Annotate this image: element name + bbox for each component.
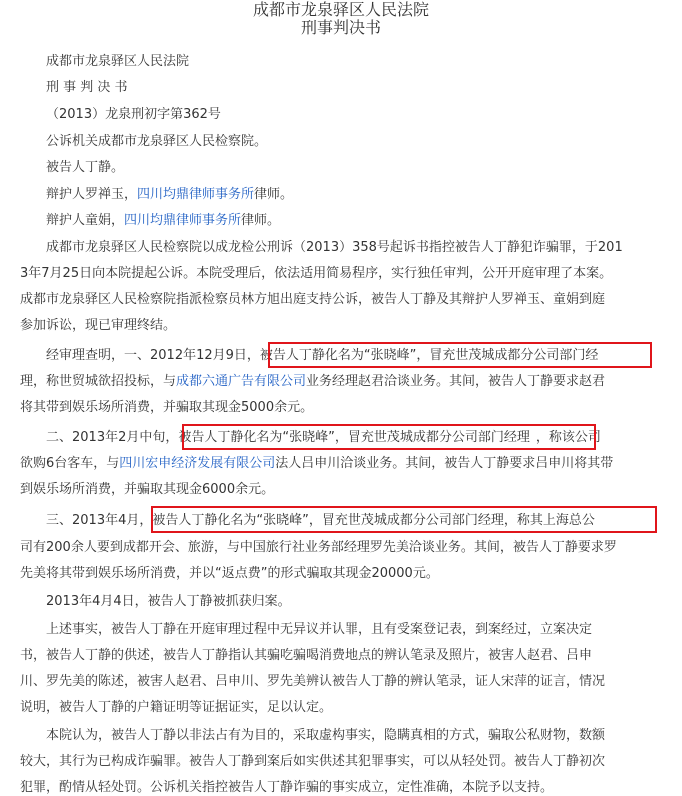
paragraph-2-line-2-end: 业务经理赵君洽谈业务。其间，被告人丁静要求赵君 (306, 374, 606, 389)
defender-2-name: 辩护人童娟， (46, 213, 125, 228)
paragraph-3-line-3: 到娱乐场所消费，并骗取其现金6000余元。 (20, 482, 275, 497)
paragraph-6-line-4: 说明，被告人丁静的户籍证明等证据证实，足以认定。 (20, 700, 333, 715)
prosecutor-line: 公诉机关成都市龙泉驿区人民检察院。 (46, 134, 268, 149)
defendant-line: 被告人丁静。 (46, 160, 125, 175)
paragraph-4-line-1 (46, 513, 595, 529)
header-court-title: 成都市龙泉驿区人民法院 (252, 0, 429, 19)
highlighted-text-3: 被告人丁静化名为“张晓峰”，冒充世茂城成都分公司部门经理，称其上海总公 (152, 513, 595, 528)
header-doc-type: 刑事判决书 (300, 18, 381, 37)
paragraph-3-date: 二、2013年2月中旬， (46, 430, 179, 445)
paragraph-1-line-1: 成都市龙泉驿区人民检察院以成龙检公刑诉（2013）358号起诉书指控被告人丁静犯诈骗罪，于201 (46, 240, 623, 255)
paragraph-2-date: 经审理查明，一、2012年12月9日， (46, 348, 260, 363)
paragraph-6-line-3: 川、罗先美的陈述，被害人赵君、吕申川、罗先美辨认被告人丁静的辨认笔录，证人宋萍的证言，情况 (20, 674, 606, 689)
company-link-liutong[interactable]: 成都六通广告有限公司 (176, 374, 307, 389)
paragraph-3-line-2-end: 法人吕申川洽谈业务。其间，被告人丁静要求吕申川将其带 (275, 456, 614, 471)
paragraph-1-line-4: 参加诉讼，现已审理终结。 (20, 318, 177, 333)
law-firm-link-1[interactable]: 四川均鼎律师事务所 (137, 187, 255, 202)
paragraph-2-line-2 (20, 374, 605, 390)
paragraph-3-line-1 (46, 430, 601, 446)
defender-line-2 (46, 213, 280, 229)
defender-1-suffix: 律师。 (254, 187, 294, 202)
paragraph-3-line-1-end: ，称该公司 (535, 430, 601, 445)
paragraph-7-line-3: 犯罪，酌情从轻处罚。公诉机关指控被告人丁静诈骗的事实成立，定性准确，本院予以支持。 (20, 780, 554, 795)
doc-type: 刑 事 判 决 书 (46, 80, 128, 95)
highlighted-text-1: 被告人丁静化名为“张晓峰”，冒充世茂城成都分公司部门经 (259, 348, 599, 363)
paragraph-3-line-2 (20, 456, 613, 472)
paragraph-2-line-2-start: 理，称世贸城欲招投标，与 (20, 374, 177, 389)
defender-line-1 (46, 187, 293, 203)
paragraph-3-line-2-start: 欲购6台客车，与 (20, 456, 120, 471)
paragraph-2-line-1 (46, 348, 598, 364)
court-name: 成都市龙泉驿区人民法院 (46, 54, 190, 69)
paragraph-6-line-2: 书，被告人丁静的供述，被告人丁静指认其骗吃骗喝消费地点的辨认笔录及照片，被害人赵君、吕申 (20, 648, 593, 663)
paragraph-1-line-2: 3年7月25日向本院提起公诉。本院受理后，依法适用简易程序，实行独任审判，公开开庭审理了本案。 (20, 266, 613, 281)
paragraph-2-line-3: 将其带到娱乐场所消费，并骗取其现金5000余元。 (20, 400, 314, 415)
law-firm-link-2[interactable]: 四川均鼎律师事务所 (124, 213, 242, 228)
paragraph-6-line-1: 上述事实，被告人丁静在开庭审理过程中无异议并认罪，且有受案登记表，到案经过，立案决定 (46, 622, 593, 637)
defender-2-suffix: 律师。 (241, 213, 281, 228)
defender-1-name: 辩护人罗禅玉， (46, 187, 138, 202)
paragraph-1-line-3: 成都市龙泉驿区人民检察院指派检察员林方旭出庭支持公诉，被告人丁静及其辩护人罗禅玉、童娟到庭 (20, 292, 606, 307)
paragraph-4-line-2: 司有200余人要到成都开会、旅游，与中国旅行社业务部经理罗先美洽谈业务。其间，被告人丁静要求罗 (20, 540, 617, 555)
paragraph-7-line-2: 较大，其行为已构成诈骗罪。被告人丁静到案后如实供述其犯罪事实，可以从轻处罚。被告人丁静初次 (20, 754, 606, 769)
company-link-hongshen[interactable]: 四川宏申经济发展有限公司 (119, 456, 276, 471)
highlighted-text-2: 被告人丁静化名为“张晓峰”，冒充世茂城成都分公司部门经理 (178, 430, 530, 445)
paragraph-4-line-3: 先美将其带到娱乐场所消费，并以“返点费”的形式骗取其现金20000元。 (20, 566, 439, 581)
paragraph-4-date: 三、2013年4月， (46, 513, 153, 528)
paragraph-7-line-1: 本院认为，被告人丁静以非法占有为目的，采取虚构事实，隐瞒真相的方式，骗取公私财物，数额 (46, 728, 606, 743)
paragraph-5: 2013年4月4日，被告人丁静被抓获归案。 (46, 594, 291, 609)
case-number: （2013）龙泉刑初字第362号 (46, 107, 221, 122)
